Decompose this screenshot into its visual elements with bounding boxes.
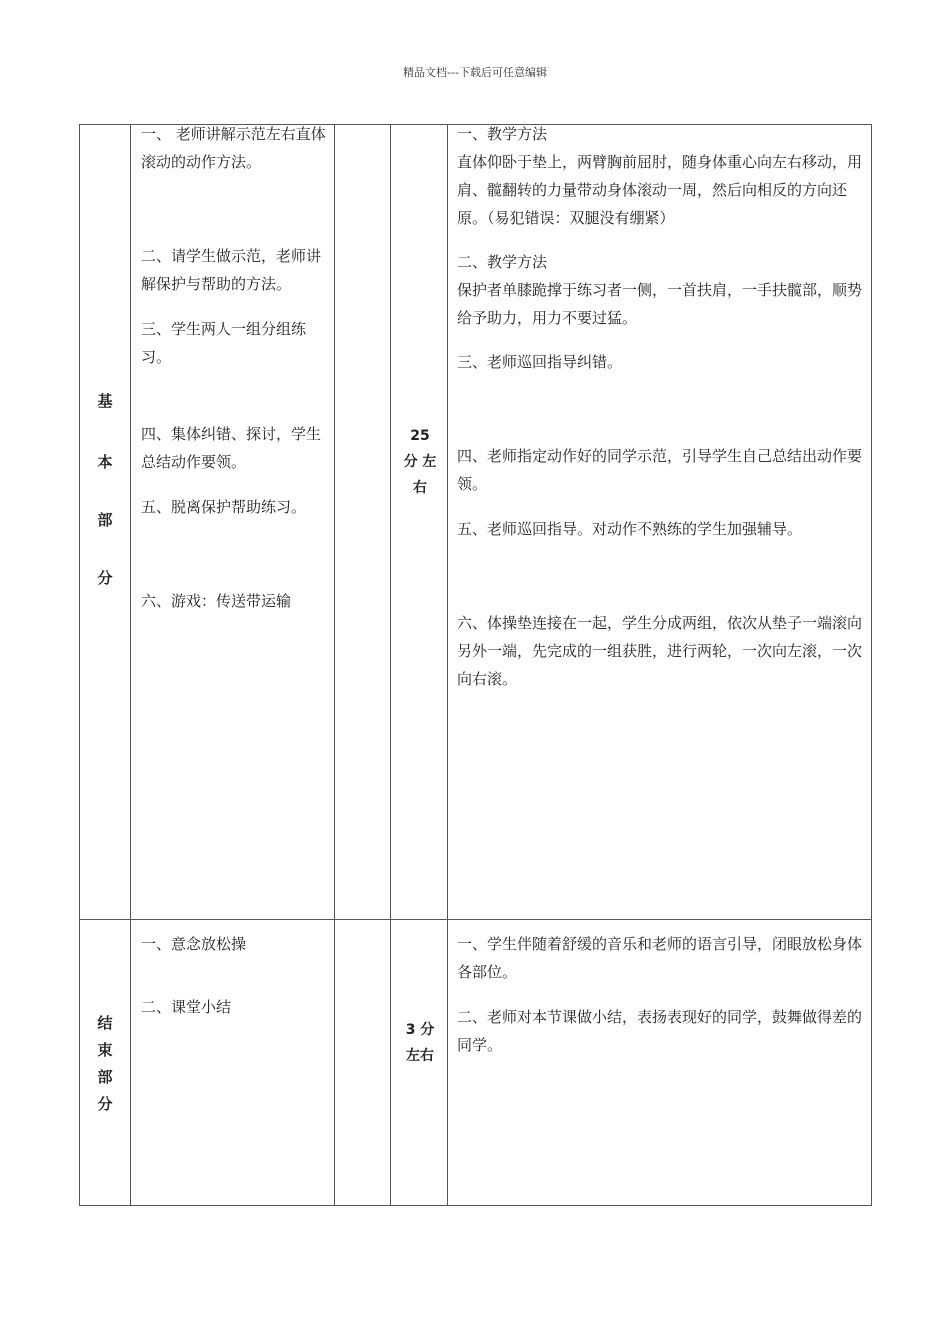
time-text: 左右 <box>406 1048 434 1064</box>
time-text: 3 分 <box>405 1022 435 1038</box>
row-divider <box>80 919 871 920</box>
basic-step-1: 一、 老师讲解示范左右直体滚动的动作方法。 <box>141 125 326 171</box>
basic-detail-2-title: 二、教学方法 <box>457 253 548 271</box>
section-char: 束 <box>97 1041 113 1059</box>
basic-step-2: 二、请学生做示范，老师讲解保护与帮助的方法。 <box>141 247 322 293</box>
column-divider <box>390 125 391 1205</box>
basic-detail-3: 三、老师巡回指导纠错。 <box>457 353 623 371</box>
ending-step-2: 二、课堂小结 <box>141 998 232 1016</box>
section-char: 部 <box>97 1068 113 1086</box>
section-char: 本 <box>97 453 113 471</box>
time-basic <box>392 423 448 501</box>
basic-step-6: 六、游戏：传送带运输 <box>141 592 292 610</box>
basic-detail-1-title: 一、教学方法 <box>457 125 548 143</box>
basic-detail-5: 五、老师巡回指导。对动作不熟练的学生加强辅导。 <box>457 520 803 538</box>
ending-step-1: 一、意念放松操 <box>141 935 247 953</box>
time-text: 分 左 <box>403 454 437 470</box>
section-char: 基 <box>97 392 113 410</box>
time-ending <box>392 1017 448 1069</box>
basic-step-3: 三、学生两人一组分组练习。 <box>141 320 307 366</box>
section-char: 分 <box>97 569 113 587</box>
page-header: 精品文档---下载后可任意编辑 <box>403 66 547 79</box>
lesson-plan-table <box>79 124 872 1206</box>
basic-detail-4: 四、老师指定动作好的同学示范，引导学生自己总结出动作要领。 <box>457 447 863 493</box>
time-text: 25 <box>410 428 430 444</box>
time-text: 右 <box>413 480 427 496</box>
column-divider <box>334 125 335 1205</box>
section-char: 部 <box>97 511 113 529</box>
section-char: 结 <box>97 1014 113 1032</box>
column-divider <box>130 125 131 1205</box>
basic-step-5: 五、脱离保护帮助练习。 <box>141 498 307 516</box>
basic-detail-2: 保护者单膝跪撑于练习者一侧，一首扶肩，一手扶髋部，顺势给予助力，用力不要过猛。 <box>457 281 863 327</box>
basic-detail-1: 直体仰卧于垫上，两臂胸前屈肘，随身体重心向左右移动，用肩、髋翻转的力量带动身体滚动一周，然后向相反的方向还原。（易犯错误：双腿没有绷紧） <box>457 153 863 227</box>
basic-detail-6: 六、体操垫连接在一起，学生分成两组，依次从垫子一端滚向另外一端，先完成的一组获胜，进行两轮，一次向左滚，一次向右滚。 <box>457 614 863 688</box>
section-label-ending <box>80 1012 130 1114</box>
ending-detail-2: 二、老师对本节课做小结，表扬表现好的同学，鼓舞做得差的同学。 <box>457 1008 863 1054</box>
basic-step-4: 四、集体纠错、探讨，学生总结动作要领。 <box>141 425 322 471</box>
section-char: 分 <box>97 1095 113 1113</box>
section-label-basic <box>80 390 130 588</box>
ending-detail-1: 一、学生伴随着舒缓的音乐和老师的语言引导，闭眼放松身体各部位。 <box>457 935 863 981</box>
